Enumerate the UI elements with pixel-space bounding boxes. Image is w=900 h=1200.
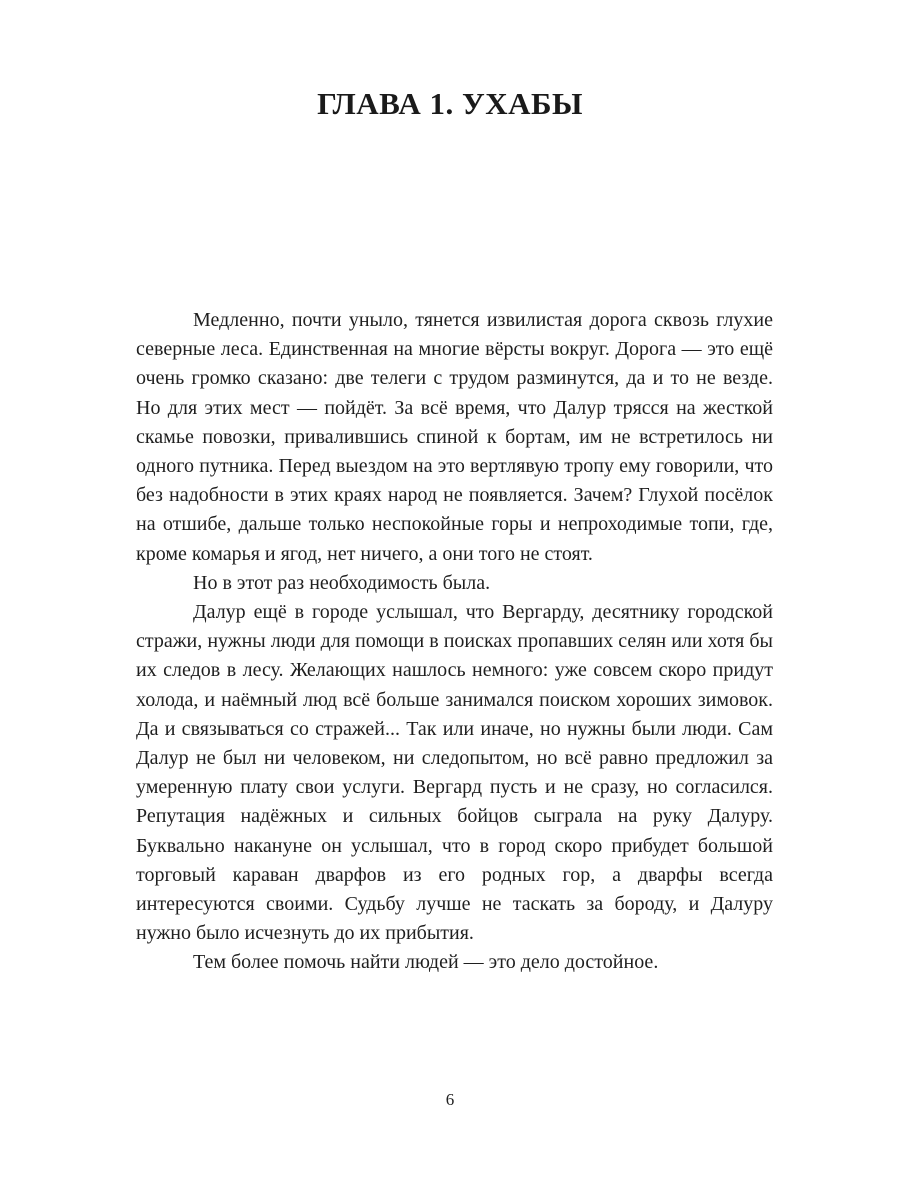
paragraph: Медленно, почти уныло, тянется извилистая дорога сквозь глухие северные леса. Единственная на многие вёрсты вокруг. Дорога — это ещё очень громко сказано: две телеги с трудом разминутся, да и то не везде. Но для этих мест — пойдёт. За всё время, что Далур трясся на жесткой скамье повозки, привалившись спиной к бортам, им не встретилось ни одного путника. Перед выездом на это вертлявую тропу ему говорили, что без надобности в этих краях народ не появляется. Зачем? Глухой посёлок на отшибе, дальше только неспокойные горы и непроходимые топи, где, кроме комарья и ягод, нет ничего, а они того не стоят. [136,309,773,565]
paragraph: Тем более помочь найти людей — это дело достойное. [193,951,659,974]
page-number: 6 [445,1090,455,1109]
paragraph: Но в этот раз необходимость была. [193,571,491,594]
chapter-title: ГЛАВА 1. УХАБЫ [317,86,583,121]
paragraph: Далур ещё в городе услышал, что Вергарду, десятнику городской стражи, нужны люди для помощи в поисках пропавших селян или хотя бы их следов в лесу. Желающих нашлось немного: уже совсем скоро придут холода, и наёмный люд всё больше занимался поиском хороших зимовок. Да и связываться со стражей... Так или иначе, но нужны были люди. Сам Далур не был ни человеком, ни следопытом, но всё равно предложил за умеренную плату свои услуги. Вергард пусть и не сразу, но согласился. Репутация надёжных и сильных бойцов сыграла на руку Далуру. Буквально накануне он услышал, что в город скоро прибудет большой торговый караван дварфов из его родных гор, а дварфы всегда интересуются своими. Судьбу лучше не таскать за бороду, и Далуру нужно было исчезнуть до их прибытия. [136,601,773,945]
body-text [136,306,773,978]
